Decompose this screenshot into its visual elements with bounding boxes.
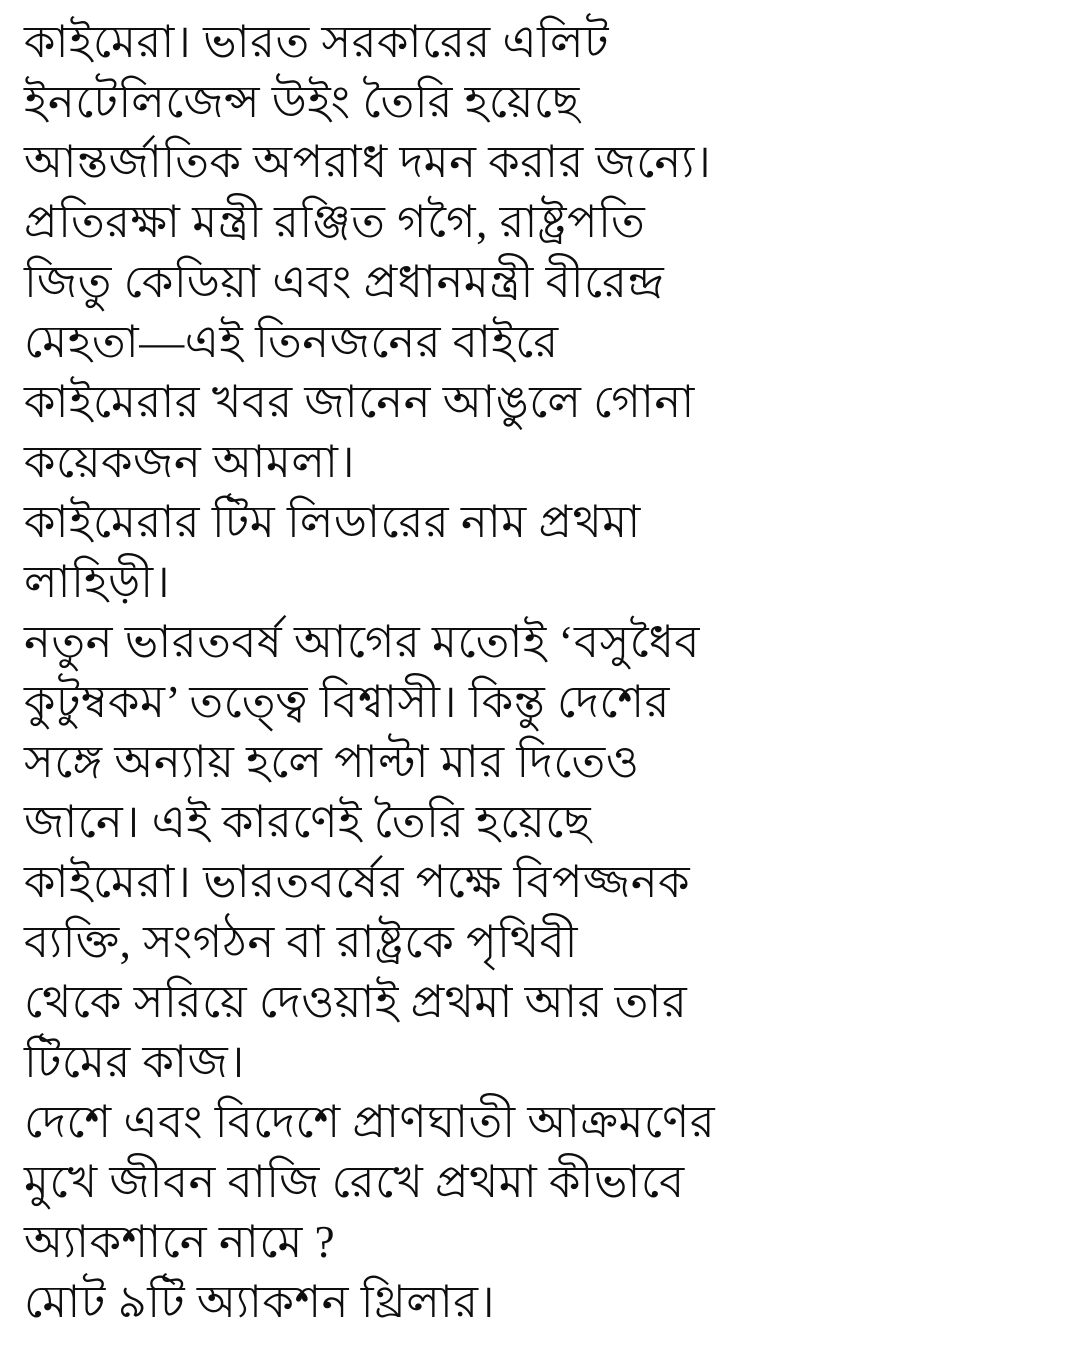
text-line-11: নতুন ভারতবর্ষ আগের মতোই ‘বসুধৈব xyxy=(24,617,700,667)
text-line-6: মেহতা—এই তিনজনের বাইরে xyxy=(24,317,559,367)
text-line-4: প্রতিরক্ষা মন্ত্রী রঞ্জিত গগৈ, রাষ্ট্রপতি xyxy=(24,197,646,247)
text-line-22: মোট ৯টি অ্যাকশন থ্রিলার। xyxy=(24,1277,496,1327)
text-line-15: কাইমেরা। ভারতবর্ষের পক্ষে বিপজ্জনক xyxy=(24,857,691,907)
text-line-21: অ্যাকশানে নামে ? xyxy=(24,1217,336,1267)
text-line-16: ব্যক্তি, সংগঠন বা রাষ্ট্রকে পৃথিবী xyxy=(24,917,579,967)
text-line-3: আন্তর্জাতিক অপরাধ দমন করার জন্যে। xyxy=(24,137,712,187)
text-line-1: কাইমেরা। ভারত সরকারের এলিট xyxy=(24,17,610,67)
text-line-7: কাইমেরার খবর জানেন আঙুলে গোনা xyxy=(24,377,695,427)
text-line-5: জিতু কেডিয়া এবং প্রধানমন্ত্রী বীরেন্দ্র xyxy=(24,257,665,307)
text-line-19: দেশে এবং বিদেশে প্রাণঘাতী আক্রমণের xyxy=(24,1097,716,1147)
text-line-12: কুটুম্বকম’ তত্ত্বে বিশ্বাসী। কিন্তু দেশের xyxy=(24,677,670,727)
text-line-13: সঙ্গে অন্যায় হলে পাল্টা মার দিতেও xyxy=(24,737,640,787)
text-line-2: ইনটেলিজেন্স উইং তৈরি হয়েছে xyxy=(24,77,580,127)
text-line-17: থেকে সরিয়ে দেওয়াই প্রথমা আর তার xyxy=(24,977,688,1027)
text-line-9: কাইমেরার টিম লিডারের নাম প্রথমা xyxy=(24,497,641,547)
text-line-18: টিমের কাজ। xyxy=(24,1037,245,1087)
text-line-20: মুখে জীবন বাজি রেখে প্রথমা কীভাবে xyxy=(24,1157,685,1207)
text-line-8: কয়েকজন আমলা। xyxy=(24,437,356,487)
body-text xyxy=(24,12,1062,1332)
text-line-14: জানে। এই কারণেই তৈরি হয়েছে xyxy=(24,797,592,847)
text-line-10: লাহিড়ী। xyxy=(24,557,171,607)
